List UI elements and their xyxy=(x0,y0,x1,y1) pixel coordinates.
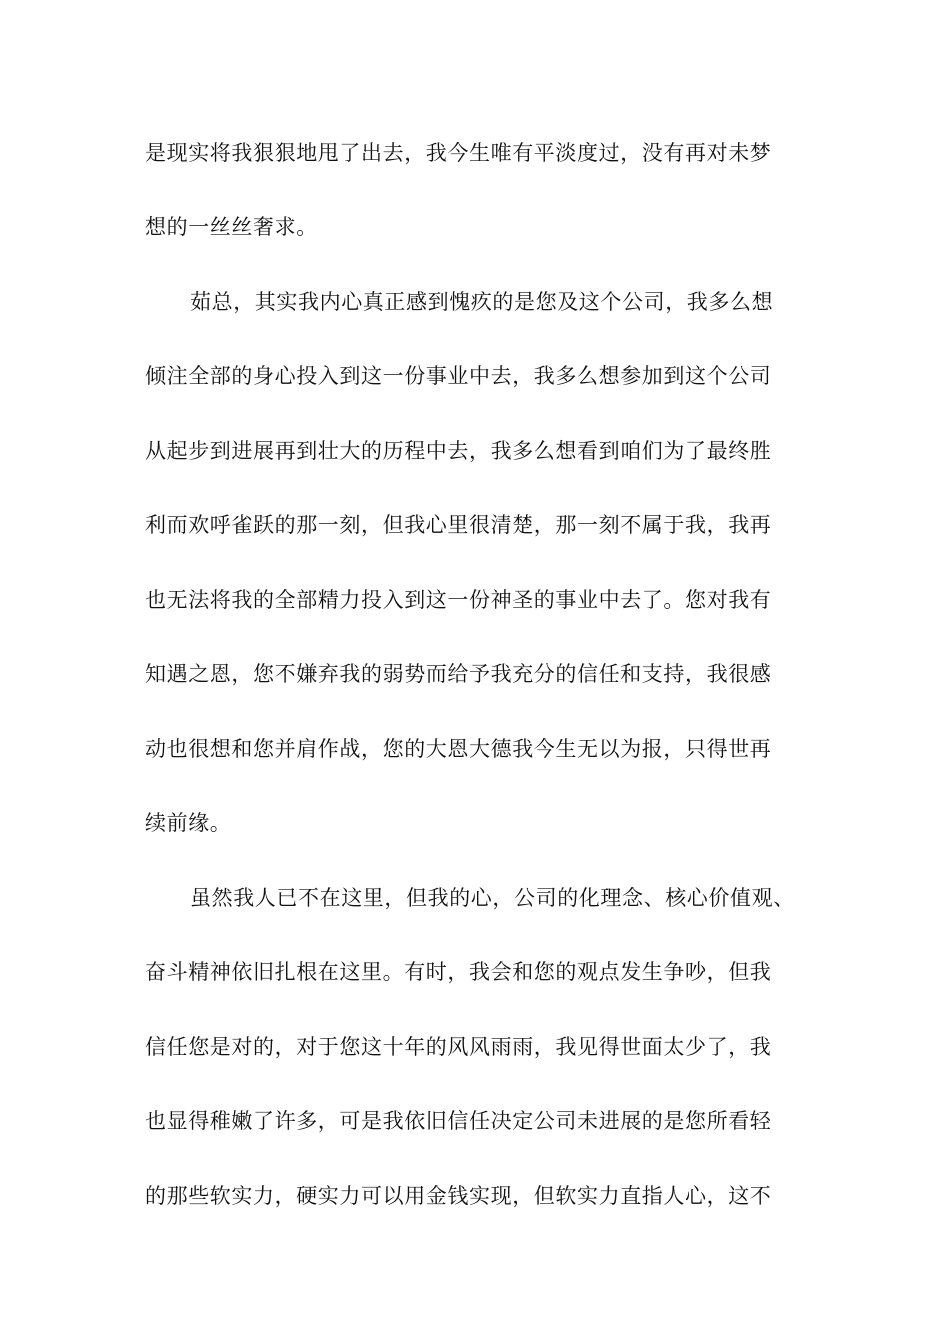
text-line: 的那些软实力，硬实力可以用金钱实现，但软实力直指人心，这不 xyxy=(145,1184,772,1208)
text-line: 也显得稚嫩了许多，可是我依旧信任决定公司未进展的是您所看轻 xyxy=(145,1109,772,1133)
text-line: 想的一丝丝奢求。 xyxy=(145,215,318,239)
text-line: 续前缘。 xyxy=(145,811,232,835)
text-line: 奋斗精神依旧扎根在这里。有时，我会和您的观点发生争吵，但我 xyxy=(145,960,772,984)
text-line: 知遇之恩，您不嫌弃我的弱势而给予我充分的信任和支持，我很感 xyxy=(145,662,772,686)
text-line: 信任您是对的，对于您这十年的风风雨雨，我见得世面太少了，我 xyxy=(145,1035,772,1059)
text-line: 也无法将我的全部精力投入到这一份神圣的事业中去了。您对我有 xyxy=(145,588,772,612)
paragraph-first-line: 虽然我人已不在这里，但我的心，公司的化理念、核心价值观、 xyxy=(190,886,795,910)
text-line: 是现实将我狠狠地甩了出去，我今生唯有平淡度过，没有再对未梦 xyxy=(145,141,772,165)
paragraph-first-line: 茹总，其实我内心真正感到愧疚的是您及这个公司，我多么想 xyxy=(190,290,774,314)
text-line: 利而欢呼雀跃的那一刻，但我心里很清楚，那一刻不属于我，我再 xyxy=(145,513,772,537)
text-line: 动也很想和您并肩作战，您的大恩大德我今生无以为报，只得世再 xyxy=(145,737,772,761)
text-line: 倾注全部的身心投入到这一份事业中去，我多么想参加到这个公司 xyxy=(145,364,772,388)
text-line: 从起步到进展再到壮大的历程中去，我多么想看到咱们为了最终胜 xyxy=(145,439,772,463)
